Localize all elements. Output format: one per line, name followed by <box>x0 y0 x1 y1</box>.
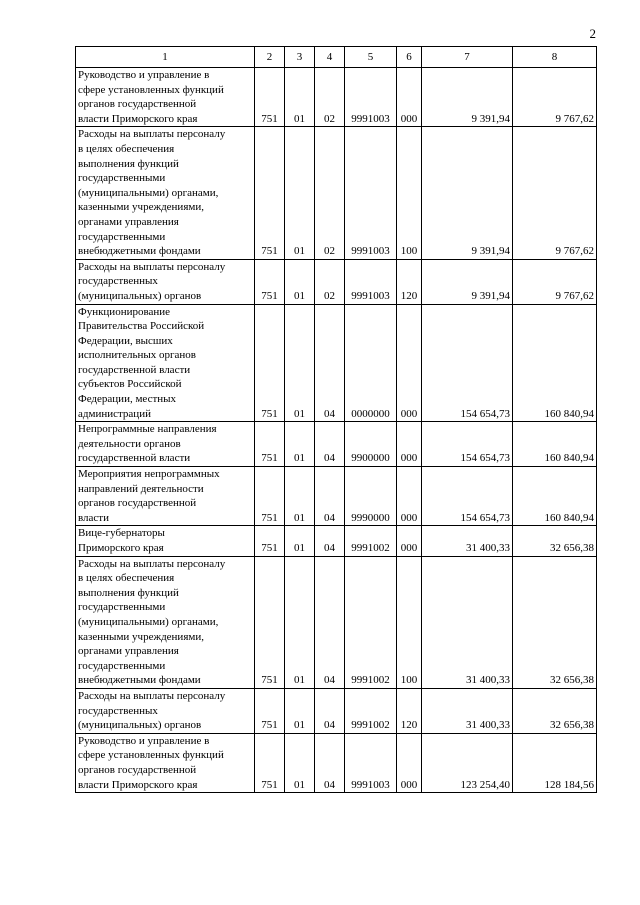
amount-col7-cell: 154 654,73 <box>422 467 513 526</box>
target-item-code-cell: 9991003 <box>345 259 397 304</box>
section-code-cell: 01 <box>285 688 315 733</box>
target-item-code-cell: 9991003 <box>345 68 397 127</box>
subsection-code-cell: 04 <box>315 556 345 688</box>
budget-table <box>75 46 597 793</box>
expense-type-code-cell: 100 <box>397 556 422 688</box>
table-row <box>76 68 597 127</box>
expense-type-code-cell: 000 <box>397 422 422 467</box>
admin-code-cell: 751 <box>255 422 285 467</box>
column-header: 3 <box>285 47 315 68</box>
table-row <box>76 688 597 733</box>
target-item-code-cell: 0000000 <box>345 304 397 422</box>
table-row <box>76 733 597 792</box>
amount-col8-cell: 9 767,62 <box>513 68 597 127</box>
expense-type-code-cell: 000 <box>397 733 422 792</box>
subsection-code-cell: 04 <box>315 733 345 792</box>
expense-type-code-cell: 000 <box>397 526 422 556</box>
column-header: 8 <box>513 47 597 68</box>
row-name-cell: Функционирование Правительства Российской Федерации, высших исполнительных органов государственной власти субъектов Российской Федерации, местных администраций <box>76 304 255 422</box>
row-name-cell: Вице-губернаторы Приморского края <box>76 526 255 556</box>
amount-col7-cell: 31 400,33 <box>422 526 513 556</box>
row-name-cell: Расходы на выплаты персоналу в целях обеспечения выполнения функций государственными (муниципальными) органами, казенными учреждениями, органами управления государственными внебюджетными фондами <box>76 127 255 259</box>
subsection-code-cell: 04 <box>315 304 345 422</box>
target-item-code-cell: 9991003 <box>345 127 397 259</box>
section-code-cell: 01 <box>285 259 315 304</box>
amount-col8-cell: 32 656,38 <box>513 556 597 688</box>
amount-col8-cell: 160 840,94 <box>513 422 597 467</box>
subsection-code-cell: 02 <box>315 127 345 259</box>
amount-col8-cell: 160 840,94 <box>513 304 597 422</box>
amount-col7-cell: 9 391,94 <box>422 68 513 127</box>
subsection-code-cell: 04 <box>315 422 345 467</box>
amount-col8-cell: 160 840,94 <box>513 467 597 526</box>
target-item-code-cell: 9990000 <box>345 467 397 526</box>
row-name-cell: Непрограммные направления деятельности органов государственной власти <box>76 422 255 467</box>
table-row <box>76 422 597 467</box>
admin-code-cell: 751 <box>255 304 285 422</box>
column-header: 2 <box>255 47 285 68</box>
table-row <box>76 526 597 556</box>
admin-code-cell: 751 <box>255 68 285 127</box>
subsection-code-cell: 02 <box>315 259 345 304</box>
subsection-code-cell: 02 <box>315 68 345 127</box>
page-number: 2 <box>589 26 596 41</box>
amount-col8-cell: 9 767,62 <box>513 259 597 304</box>
table-row <box>76 556 597 688</box>
amount-col8-cell: 32 656,38 <box>513 688 597 733</box>
section-code-cell: 01 <box>285 733 315 792</box>
row-name-cell: Руководство и управление в сфере установленных функций органов государственной власти Приморского края <box>76 733 255 792</box>
column-header: 4 <box>315 47 345 68</box>
table-row <box>76 304 597 422</box>
target-item-code-cell: 9991002 <box>345 688 397 733</box>
column-header: 7 <box>422 47 513 68</box>
expense-type-code-cell: 120 <box>397 688 422 733</box>
section-code-cell: 01 <box>285 68 315 127</box>
admin-code-cell: 751 <box>255 733 285 792</box>
section-code-cell: 01 <box>285 556 315 688</box>
section-code-cell: 01 <box>285 304 315 422</box>
target-item-code-cell: 9991003 <box>345 733 397 792</box>
section-code-cell: 01 <box>285 467 315 526</box>
row-name-cell: Руководство и управление в сфере установленных функций органов государственной власти Приморского края <box>76 68 255 127</box>
row-name-cell: Мероприятия непрограммных направлений деятельности органов государственной власти <box>76 467 255 526</box>
column-header: 5 <box>345 47 397 68</box>
row-name-cell: Расходы на выплаты персоналу государственных (муниципальных) органов <box>76 259 255 304</box>
target-item-code-cell: 9991002 <box>345 556 397 688</box>
amount-col7-cell: 154 654,73 <box>422 304 513 422</box>
admin-code-cell: 751 <box>255 259 285 304</box>
table-body <box>76 68 597 793</box>
subsection-code-cell: 04 <box>315 688 345 733</box>
section-code-cell: 01 <box>285 127 315 259</box>
subsection-code-cell: 04 <box>315 526 345 556</box>
amount-col7-cell: 31 400,33 <box>422 688 513 733</box>
amount-col7-cell: 9 391,94 <box>422 259 513 304</box>
section-code-cell: 01 <box>285 526 315 556</box>
table-row <box>76 259 597 304</box>
amount-col7-cell: 123 254,40 <box>422 733 513 792</box>
expense-type-code-cell: 120 <box>397 259 422 304</box>
expense-type-code-cell: 000 <box>397 467 422 526</box>
table-row <box>76 127 597 259</box>
expense-type-code-cell: 000 <box>397 304 422 422</box>
admin-code-cell: 751 <box>255 467 285 526</box>
target-item-code-cell: 9991002 <box>345 526 397 556</box>
target-item-code-cell: 9900000 <box>345 422 397 467</box>
amount-col7-cell: 154 654,73 <box>422 422 513 467</box>
table-row <box>76 467 597 526</box>
expense-type-code-cell: 000 <box>397 68 422 127</box>
section-code-cell: 01 <box>285 422 315 467</box>
row-name-cell: Расходы на выплаты персоналу государственных (муниципальных) органов <box>76 688 255 733</box>
admin-code-cell: 751 <box>255 556 285 688</box>
column-header: 1 <box>76 47 255 68</box>
subsection-code-cell: 04 <box>315 467 345 526</box>
row-name-cell: Расходы на выплаты персоналу в целях обеспечения выполнения функций государственными (муниципальными) органами, казенными учреждениями, органами управления государственными внебюджетными фондами <box>76 556 255 688</box>
admin-code-cell: 751 <box>255 688 285 733</box>
amount-col8-cell: 32 656,38 <box>513 526 597 556</box>
admin-code-cell: 751 <box>255 526 285 556</box>
expense-type-code-cell: 100 <box>397 127 422 259</box>
admin-code-cell: 751 <box>255 127 285 259</box>
table-header-row <box>76 47 597 68</box>
amount-col8-cell: 9 767,62 <box>513 127 597 259</box>
column-header: 6 <box>397 47 422 68</box>
amount-col7-cell: 31 400,33 <box>422 556 513 688</box>
amount-col8-cell: 128 184,56 <box>513 733 597 792</box>
amount-col7-cell: 9 391,94 <box>422 127 513 259</box>
